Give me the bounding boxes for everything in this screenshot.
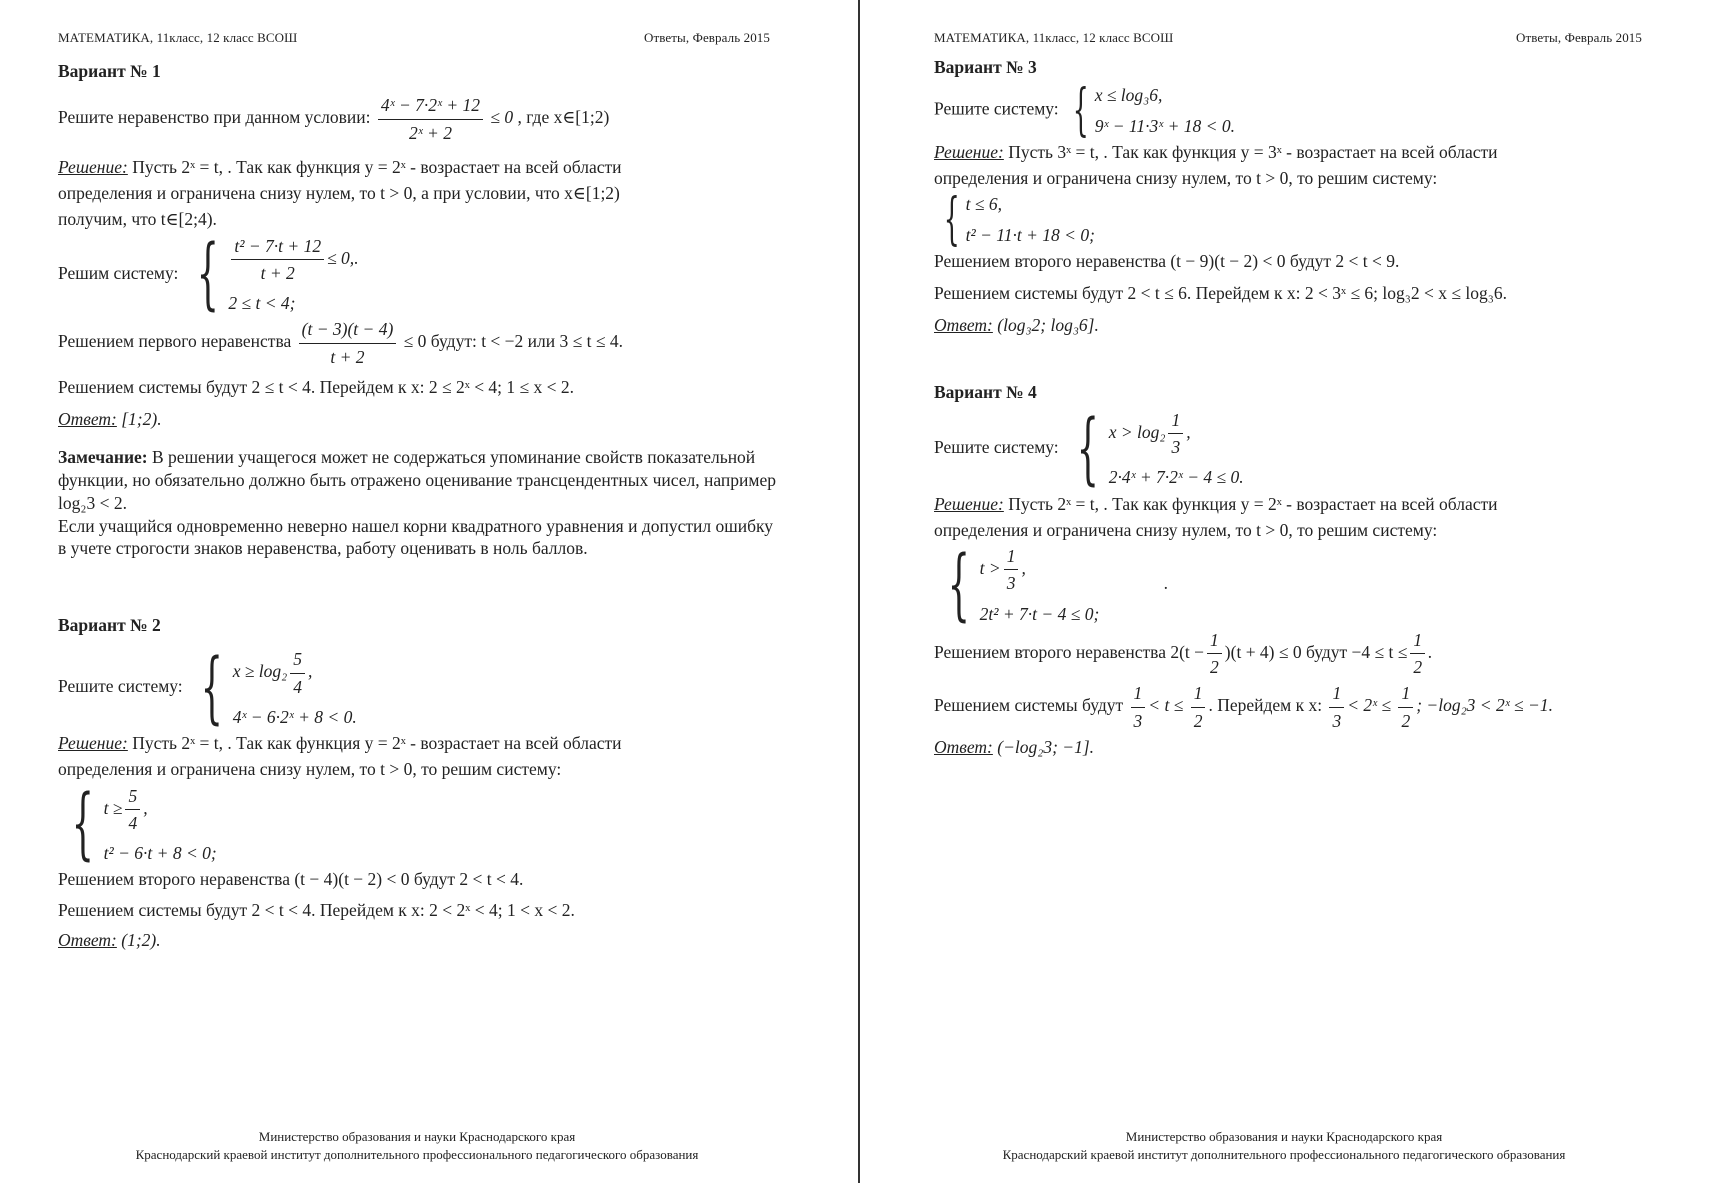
v3-task-text: Решите систему: (934, 98, 1059, 119)
v2-answer: (1;2). (121, 929, 161, 950)
v3-result2: Решением системы будут 2 < t ≤ 6. Перейдем к x: 2 < 3ˣ ≤ 6; log₃2 < x ≤ log₃6. (934, 283, 1507, 303)
v2-row1-fraction (290, 646, 305, 700)
v4-system (934, 539, 1674, 630)
v1-task-frac-den: 2ˣ + 2 (408, 122, 452, 143)
header-left: МАТЕМАТИКА, 11класс, 12 класс ВСОШ (934, 30, 1174, 45)
header-right: Ответы, Февраль 2015 (1515, 30, 1642, 45)
v3-task (934, 77, 1674, 143)
v1-task-fraction (378, 92, 483, 146)
v2-srow2: t² − 6·t + 8 < 0; (103, 843, 217, 863)
v4-r1-den2: 2 (1413, 657, 1423, 677)
variant-3-title: Вариант № 3 (934, 57, 1037, 77)
v4-r2-frac-d (1398, 680, 1413, 734)
footer-line2: Краснодарский краевой институт дополнительного профессионального педагогического образования (135, 1146, 699, 1162)
v2-result1: Решением второго неравенства (t − 4)(t − 2) < 0 будут 2 < t < 4. (58, 869, 524, 890)
page-left (0, 0, 858, 1183)
v3-system (934, 186, 1674, 252)
v1-sys-frac-num: t² − 7·t + 12 (231, 233, 324, 260)
v4-r1-post: . (1428, 641, 1433, 662)
v4-r1-fraction2 (1410, 627, 1425, 681)
v2-row1-num: 5 (290, 646, 305, 673)
v2-solution-label: Решение: (58, 733, 128, 753)
v2-row1-pre: x ≥ log₂ (232, 661, 288, 682)
v4-r2-b-den: 2 (1193, 710, 1203, 731)
v4-row2: 2·4ˣ + 7·2ˣ − 4 ≤ 0. (1108, 467, 1244, 488)
v1-system (58, 229, 778, 320)
v1-answer: [1;2). (121, 409, 162, 429)
v4-r2-frac-c (1329, 680, 1344, 734)
header-left: МАТЕМАТИКА, 11класс, 12 класс ВСОШ (58, 30, 298, 45)
v1-task-frac-num: 4ˣ − 7·2ˣ + 12 (378, 92, 483, 119)
v1-note2: Если учащийся одновременно неверно нашел корни квадратного уравнения и допустил ошибку в учете строгости знаков неравенства, работу оценивать в ноль баллов. (58, 515, 774, 559)
v4-row1-fraction (1168, 407, 1183, 461)
brace-icon: { (200, 643, 224, 734)
v2-system (58, 779, 778, 870)
v4-srow1-pre: t > (979, 557, 1001, 578)
v4-r1-num2: 1 (1410, 627, 1425, 654)
v4-answer: (−log₂3; −1]. (997, 736, 1095, 757)
v4-result1 (934, 627, 1674, 681)
v1-result1 (58, 316, 778, 370)
variant-2-title: Вариант № 2 (58, 615, 161, 635)
v4-srow1-fraction (1004, 543, 1019, 597)
brace-icon: { (196, 229, 219, 320)
v2-srow1-pre: t ≥ (103, 797, 123, 818)
v1-answer-label: Ответ: (58, 409, 117, 429)
v4-sol-line1: Пусть 2ˣ = t, . Так как функция y = 2ˣ - возрастает на всей области (1008, 493, 1498, 514)
v1-solution-label: Решение: (58, 156, 128, 177)
v2-row2: 4ˣ − 6·2ˣ + 8 < 0. (232, 706, 357, 727)
v1-sys-intro: Решим систему: (58, 262, 179, 283)
v3-row1: x ≤ log₃6, (1094, 85, 1163, 106)
brace-icon: { (1076, 403, 1100, 494)
page-right (866, 0, 1718, 1183)
v4-srow1-den: 3 (1006, 573, 1016, 594)
v2-task-text: Решите систему: (58, 676, 183, 697)
brace-icon: { (943, 186, 960, 252)
v2-result2: Решением системы будут 2 < t < 4. Перейдем к x: 2 < 2ˣ < 4; 1 < x < 2. (58, 899, 575, 920)
content-right (934, 54, 1674, 760)
v3-answer: (log₃2; log₃6]. (997, 315, 1099, 336)
v1-sol-line1: Пусть 2ˣ = t, . Так как функция y = 2ˣ - возрастает на всей области (132, 156, 622, 177)
v4-r2-post: ; −log₂3 < 2ˣ ≤ −1. (1416, 695, 1553, 716)
v1-r1-fraction (299, 316, 397, 370)
brace-icon: { (1072, 77, 1089, 143)
v4-r2-c-num: 1 (1329, 680, 1344, 707)
v4-r2-b-num: 1 (1191, 680, 1206, 707)
v4-r2-d-den: 2 (1401, 710, 1411, 731)
v1-note1: В решении учащегося может не содержаться упоминание свойств показательной функции, но обязательно должно быть отражено оценивание трансцендентных чисел, например log₂3 < 2. (58, 447, 776, 513)
v2-sol-line2: определения и ограничена снизу нулем, то t > 0, то решим систему: (58, 759, 562, 780)
v4-row1-num: 1 (1168, 407, 1183, 434)
footer-line1: Министерство образования и науки Краснодарского края (258, 1129, 576, 1144)
header-right: Ответы, Февраль 2015 (643, 30, 770, 45)
v1-r1-den: t + 2 (330, 346, 365, 367)
v1-sol-line3: получим, что t∈[2;4). (58, 209, 217, 230)
v1-task-cond: , где x∈[1;2) (517, 107, 610, 128)
v4-r2-a-num: 1 (1131, 680, 1146, 707)
v4-sol-line2: определения и ограничена снизу нулем, то t > 0, то решим систему: (934, 519, 1438, 540)
footer-line2: Краснодарский краевой институт дополнительного профессионального педагогического образования (1002, 1146, 1566, 1162)
v2-row1-post: , (308, 661, 313, 682)
v4-row1-post: , (1186, 421, 1191, 442)
v4-r2-c-den: 3 (1332, 710, 1342, 731)
v1-r1-post: ≤ 0 будут: t < −2 или 3 ≤ t ≤ 4. (403, 331, 623, 352)
v4-result2 (934, 680, 1674, 734)
footer-left (0, 1128, 846, 1163)
v3-sol-line1: Пусть 3ˣ = t, . Так как функция y = 3ˣ - возрастает на всей области (1008, 141, 1498, 162)
v2-srow1-fraction (125, 783, 140, 837)
page-divider (858, 0, 866, 1183)
v2-srow1-post: , (143, 797, 148, 818)
v2-answer-label: Ответ: (58, 929, 117, 950)
variant-1-title: Вариант № 1 (58, 61, 161, 81)
v4-r2-mid2: . Перейдем к x: (1208, 695, 1323, 716)
v1-sys-frac-den: t + 2 (260, 262, 295, 283)
v3-solution-label: Решение: (934, 141, 1004, 162)
brace-icon: { (947, 539, 970, 630)
v4-sys-dot: . (1163, 572, 1169, 593)
v2-sol-line1: Пусть 2ˣ = t, . Так как функция y = 2ˣ - возрастает на всей области (132, 733, 622, 753)
v4-row1-pre: x > log₂ (1108, 421, 1166, 442)
v2-task (58, 643, 778, 734)
content-left (58, 58, 778, 953)
v4-srow1-num: 1 (1004, 543, 1019, 570)
v1-r1-num: (t − 3)(t − 4) (299, 316, 397, 343)
v4-r2-d-num: 1 (1398, 680, 1413, 707)
v4-r2-mid3: < 2ˣ ≤ (1347, 695, 1392, 716)
v1-sol-line2: определения и ограничена снизу нулем, то t > 0, а при условии, что x∈[1;2) (58, 183, 620, 203)
v4-task (934, 403, 1674, 494)
v3-srow2: t² − 11·t + 18 < 0; (965, 224, 1095, 245)
variant-4-title: Вариант № 4 (934, 381, 1037, 402)
v4-r2-frac-b (1191, 680, 1206, 734)
v1-note-label: Замечание: (58, 447, 148, 468)
v4-task-text: Решите систему: (934, 436, 1059, 457)
v4-r1-num: 1 (1207, 627, 1222, 654)
v4-answer-label: Ответ: (934, 736, 993, 757)
brace-icon: { (71, 779, 94, 870)
v3-row2: 9ˣ − 11·3ˣ + 18 < 0. (1094, 115, 1235, 136)
v3-srow1: t ≤ 6, (965, 194, 1002, 215)
v1-sys-row2: 2 ≤ t < 4; (228, 293, 296, 313)
v2-srow1-num: 5 (125, 783, 140, 810)
v2-row1-den: 4 (293, 676, 303, 697)
v2-srow1-den: 4 (128, 812, 138, 833)
footer-right (858, 1128, 1710, 1163)
v4-r2-frac-a (1131, 680, 1146, 734)
v4-r2-a-den: 3 (1133, 710, 1143, 731)
v1-task (58, 92, 778, 146)
v4-r1-den: 2 (1210, 657, 1219, 677)
v1-sys-rel: ≤ 0, (327, 247, 355, 268)
v4-srow1-post: , (1021, 557, 1026, 578)
v4-r2-pre: Решением системы будут (934, 695, 1124, 716)
v1-sys-fraction (231, 233, 324, 287)
v4-row1-den: 3 (1171, 437, 1181, 457)
v1-sys-dot: . (354, 247, 359, 268)
v1-task-rel: ≤ 0 (490, 107, 514, 128)
v3-answer-label: Ответ: (934, 315, 993, 336)
v1-r1-pre: Решением первого неравенства (58, 331, 292, 352)
v4-srow2: 2t² + 7·t − 4 ≤ 0; (979, 603, 1100, 624)
v4-r1-mid: )(t + 4) ≤ 0 будут −4 ≤ t ≤ (1224, 641, 1408, 662)
v4-r1-fraction (1207, 627, 1222, 681)
v1-task-text: Решите неравенство при данном условии: (58, 107, 371, 128)
v1-result2: Решением системы будут 2 ≤ t < 4. Перейдем к x: 2 ≤ 2ˣ < 4; 1 ≤ x < 2. (58, 376, 575, 397)
v4-r1-pre: Решением второго неравенства 2(t − (934, 641, 1205, 662)
v3-sol-line2: определения и ограничена снизу нулем, то t > 0, то решим систему: (934, 168, 1438, 188)
v4-r2-mid1: < t ≤ (1148, 695, 1184, 716)
v3-result1: Решением второго неравенства (t − 9)(t − 2) < 0 будут 2 < t < 9. (934, 250, 1400, 271)
footer-line1: Министерство образования и науки Краснодарского края (1125, 1129, 1443, 1144)
v4-solution-label: Решение: (934, 493, 1004, 514)
